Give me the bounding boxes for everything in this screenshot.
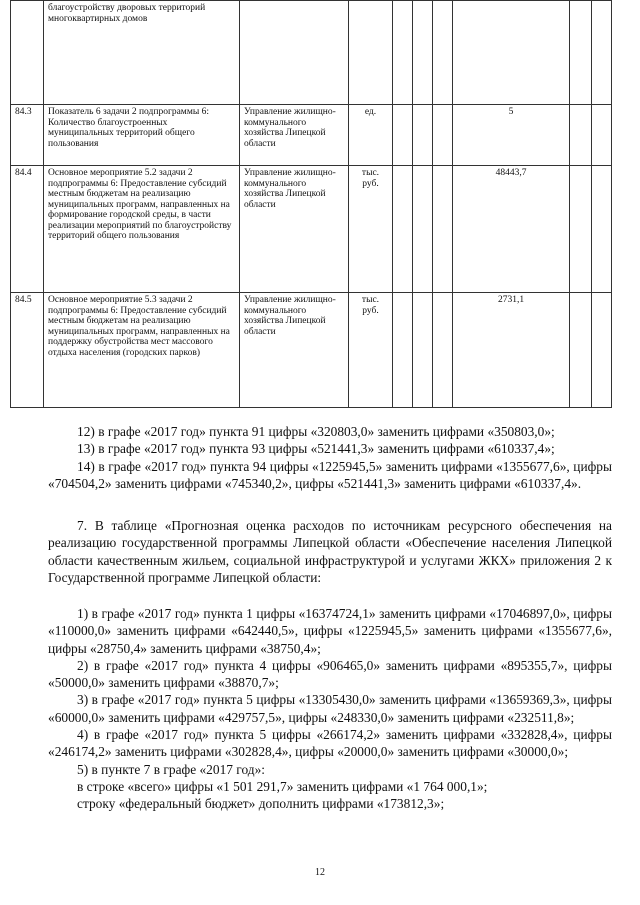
amendment-items-12-14 bbox=[48, 423, 612, 492]
row-executor: Управление жилищно-коммунального хозяйства Липецкой области bbox=[240, 166, 349, 293]
row-unit: ед. bbox=[349, 105, 393, 166]
page-number: 12 bbox=[315, 867, 325, 878]
program-table bbox=[10, 0, 611, 408]
item-13: 13) в графе «2017 год» пункта 93 цифры «521441,3» заменить цифрами «610337,4»; bbox=[77, 441, 555, 457]
section-7-intro: 7. В таблице «Прогнозная оценка расходов по источникам ресурсного обеспечения на реализацию государственной программы Липецкой области «Обеспечение населения Липецкой области качественным жильем, социальной инфраструктурой и услугами ЖКХ» приложения 2 к Государственной программе Липецкой области: bbox=[48, 518, 612, 585]
item-12: 12) в графе «2017 год» пункта 91 цифры «320803,0» заменить цифрами «350803,0»; bbox=[77, 424, 555, 439]
item-3: 3) в графе «2017 год» пункта 5 цифры «13305430,0» заменить цифрами «13659369,3», цифры «60000,0» заменить цифрами «429757,5», цифры «248330,0» заменить цифрами «232511,8»; bbox=[48, 692, 612, 725]
row-value bbox=[453, 1, 570, 105]
item-5: 5) в пункте 7 в графе «2017 год»: bbox=[77, 761, 266, 777]
item-2: 2) в графе «2017 год» пункта 4 цифры «906465,0» заменить цифрами «895355,7», цифры «50000,0» заменить цифрами «38870,7»; bbox=[48, 657, 612, 691]
row-number: 84.5 bbox=[11, 293, 44, 408]
row-number: 84.4 bbox=[11, 166, 44, 293]
table-row bbox=[11, 293, 612, 408]
row-number: 84.3 bbox=[11, 105, 44, 166]
item-1: 1) в графе «2017 год» пункта 1 цифры «16374724,1» заменить цифрами «17046897,0», цифры «110000,0» заменить цифрами «642440,5», цифры «1225945,5» заменить цифрами «1355677,6», цифры «28750,4» заменить цифрами «38750,4»; bbox=[48, 606, 612, 656]
item-5a: в строке «всего» цифры «1 501 291,7» заменить цифрами «1 764 000,1»; bbox=[77, 778, 488, 794]
row-name: благоустройству дворовых территорий многоквартирных домов bbox=[44, 1, 240, 105]
row-name: Показатель 6 задачи 2 подпрограммы 6: Количество благоустроенных муниципальных территорий общего пользования bbox=[44, 105, 240, 166]
row-name: Основное мероприятие 5.2 задачи 2 подпрограммы 6: Предоставление субсидий местным бюджетам на реализацию муниципальных программ, направленных на формирование городской среды, в части реализации мероприятий по благоустройству территорий общего пользования bbox=[44, 166, 240, 293]
row-unit: тыс. руб. bbox=[349, 166, 393, 293]
section-7 bbox=[48, 517, 612, 586]
row-value: 48443,7 bbox=[453, 166, 570, 293]
row-unit: тыс. руб. bbox=[349, 293, 393, 408]
row-name: Основное мероприятие 5.3 задачи 2 подпрограммы 6: Предоставление субсидий местным бюджетам на реализацию муниципальных программ, направленных на поддержку обустройства мест массового отдыха населения (городских парков) bbox=[44, 293, 240, 408]
section-7-items bbox=[48, 605, 612, 813]
row-number bbox=[11, 1, 44, 105]
item-5b: строку «федеральный бюджет» дополнить цифрами «173812,3»; bbox=[77, 796, 445, 812]
row-unit bbox=[349, 1, 393, 105]
row-executor: Управление жилищно-коммунального хозяйства Липецкой области bbox=[240, 105, 349, 166]
item-4: 4) в графе «2017 год» пункта 5 цифры «266174,2» заменить цифрами «332828,4», цифры «246174,2» заменить цифрами «302828,4», цифры «20000,0» заменить цифрами «30000,0»; bbox=[48, 727, 612, 760]
table-row bbox=[11, 105, 612, 166]
row-value: 2731,1 bbox=[453, 293, 570, 408]
row-executor: Управление жилищно-коммунального хозяйства Липецкой области bbox=[240, 293, 349, 408]
row-value: 5 bbox=[453, 105, 570, 166]
table-row bbox=[11, 1, 612, 105]
item-14: 14) в графе «2017 год» пункта 94 цифры «1225945,5» заменить цифрами «1355677,6», цифры «704504,2» заменить цифрами «745340,2», цифры «521441,3» заменить цифрами «610337,4». bbox=[48, 458, 612, 491]
row-executor bbox=[240, 1, 349, 105]
table-row bbox=[11, 166, 612, 293]
